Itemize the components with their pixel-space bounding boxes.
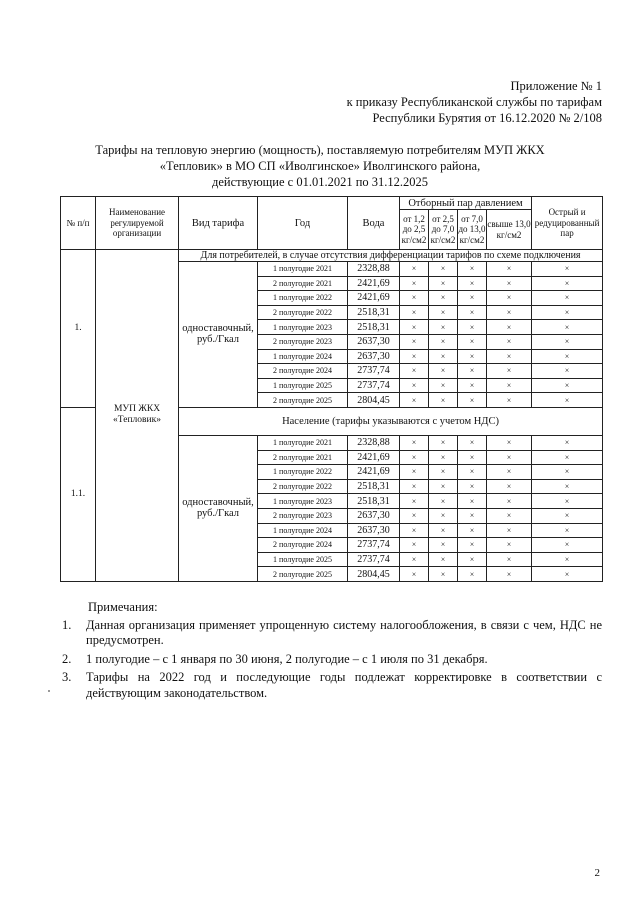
- x-mark: ×: [429, 552, 458, 567]
- x-mark: ×: [532, 494, 603, 509]
- x-mark: ×: [458, 349, 487, 364]
- header-year: Год: [258, 197, 348, 250]
- note-text: 1 полугодие – с 1 января по 30 июня, 2 полугодие – с 1 июля по 31 декабря.: [86, 651, 488, 666]
- water-value: 2421,69: [348, 276, 400, 291]
- x-mark: ×: [429, 393, 458, 408]
- section-number: 1.: [61, 250, 96, 408]
- x-mark: ×: [400, 349, 429, 364]
- water-value: 2518,31: [348, 320, 400, 335]
- water-value: 2637,30: [348, 523, 400, 538]
- x-mark: ×: [429, 320, 458, 335]
- water-value: 2421,69: [348, 465, 400, 480]
- x-mark: ×: [532, 305, 603, 320]
- period-cell: 2 полугодие 2023: [258, 508, 348, 523]
- x-mark: ×: [487, 479, 532, 494]
- x-mark: ×: [429, 450, 458, 465]
- x-mark: ×: [532, 320, 603, 335]
- period-cell: 2 полугодие 2024: [258, 538, 348, 553]
- x-mark: ×: [487, 291, 532, 306]
- section-number: 1.1.: [61, 407, 96, 581]
- x-mark: ×: [532, 393, 603, 408]
- x-mark: ×: [429, 262, 458, 277]
- x-mark: ×: [400, 262, 429, 277]
- appendix-block: [302, 78, 602, 126]
- x-mark: ×: [487, 538, 532, 553]
- x-mark: ×: [458, 262, 487, 277]
- x-mark: ×: [429, 508, 458, 523]
- x-mark: ×: [458, 364, 487, 379]
- x-mark: ×: [429, 567, 458, 582]
- x-mark: ×: [429, 349, 458, 364]
- x-mark: ×: [487, 393, 532, 408]
- x-mark: ×: [532, 465, 603, 480]
- note-item: [60, 618, 602, 649]
- x-mark: ×: [532, 276, 603, 291]
- note-item: [60, 652, 602, 668]
- period-cell: 1 полугодие 2025: [258, 552, 348, 567]
- x-mark: ×: [532, 378, 603, 393]
- header-sharp-steam: Острый и редуцированный пар: [532, 197, 603, 250]
- note-text: Тарифы на 2022 год и последующие годы подлежат корректировке в соответствии с действующим законодательством.: [86, 670, 602, 700]
- note-number: 2.: [62, 651, 72, 666]
- note-number: 1.: [62, 617, 72, 632]
- x-mark: ×: [458, 465, 487, 480]
- water-value: 2518,31: [348, 305, 400, 320]
- water-value: 2637,30: [348, 349, 400, 364]
- x-mark: ×: [487, 435, 532, 450]
- x-mark: ×: [458, 320, 487, 335]
- period-cell: 2 полугодие 2025: [258, 567, 348, 582]
- x-mark: ×: [487, 508, 532, 523]
- period-cell: 2 полугодие 2021: [258, 276, 348, 291]
- notes-block: [60, 600, 602, 704]
- section-title-row: [61, 250, 603, 262]
- period-cell: 2 полугодие 2025: [258, 393, 348, 408]
- x-mark: ×: [400, 393, 429, 408]
- period-cell: 1 полугодие 2024: [258, 523, 348, 538]
- x-mark: ×: [458, 393, 487, 408]
- x-mark: ×: [487, 494, 532, 509]
- x-mark: ×: [487, 523, 532, 538]
- x-mark: ×: [400, 552, 429, 567]
- water-value: 2421,69: [348, 450, 400, 465]
- note-text: Данная организация применяет упрощенную систему налогообложения, в связи с чем, НДС не предусмотрен.: [86, 617, 602, 647]
- x-mark: ×: [458, 538, 487, 553]
- header-pressure-3: от 7,0 до 13,0 кг/см2: [458, 210, 487, 250]
- header-num: № п/п: [61, 197, 96, 250]
- water-value: 2421,69: [348, 291, 400, 306]
- x-mark: ×: [400, 334, 429, 349]
- x-mark: ×: [429, 291, 458, 306]
- tariff-table: [60, 196, 603, 582]
- water-value: 2737,74: [348, 552, 400, 567]
- page-number: 2: [594, 867, 600, 879]
- water-value: 2637,30: [348, 508, 400, 523]
- x-mark: ×: [458, 508, 487, 523]
- title-line-1: Тарифы на тепловую энергию (мощность), поставляемую потребителям МУП ЖКХ: [95, 143, 545, 157]
- x-mark: ×: [458, 334, 487, 349]
- water-value: 2328,88: [348, 262, 400, 277]
- period-cell: 1 полугодие 2024: [258, 349, 348, 364]
- period-cell: 2 полугодие 2022: [258, 479, 348, 494]
- x-mark: ×: [400, 378, 429, 393]
- x-mark: ×: [458, 305, 487, 320]
- x-mark: ×: [532, 508, 603, 523]
- notes-header: Примечания:: [88, 600, 158, 614]
- x-mark: ×: [458, 479, 487, 494]
- tariff-type: одноставочный, руб./Гкал: [179, 435, 258, 581]
- x-mark: ×: [532, 435, 603, 450]
- x-mark: ×: [400, 508, 429, 523]
- water-value: 2637,30: [348, 334, 400, 349]
- period-cell: 1 полугодие 2023: [258, 320, 348, 335]
- x-mark: ×: [487, 450, 532, 465]
- x-mark: ×: [400, 465, 429, 480]
- period-cell: 1 полугодие 2022: [258, 465, 348, 480]
- tariff-type: одноставочный, руб./Гкал: [179, 262, 258, 408]
- x-mark: ×: [487, 320, 532, 335]
- period-cell: 2 полугодие 2024: [258, 364, 348, 379]
- water-value: 2518,31: [348, 494, 400, 509]
- x-mark: ×: [429, 494, 458, 509]
- header-water: Вода: [348, 197, 400, 250]
- x-mark: ×: [400, 538, 429, 553]
- title-line-2: «Тепловик» в МО СП «Иволгинское» Иволгинского района,: [159, 159, 481, 173]
- x-mark: ×: [487, 465, 532, 480]
- document-title: [60, 142, 580, 190]
- period-cell: 1 полугодие 2025: [258, 378, 348, 393]
- x-mark: ×: [458, 378, 487, 393]
- period-cell: 1 полугодие 2021: [258, 435, 348, 450]
- x-mark: ×: [487, 349, 532, 364]
- section-title: Население (тарифы указываются с учетом НДС): [179, 407, 603, 435]
- x-mark: ×: [429, 305, 458, 320]
- x-mark: ×: [429, 378, 458, 393]
- x-mark: ×: [429, 435, 458, 450]
- x-mark: ×: [400, 435, 429, 450]
- x-mark: ×: [487, 276, 532, 291]
- water-value: 2328,88: [348, 435, 400, 450]
- x-mark: ×: [458, 435, 487, 450]
- x-mark: ×: [532, 523, 603, 538]
- note-number: 3.: [62, 670, 72, 684]
- appendix-line-1: Приложение № 1: [510, 79, 602, 93]
- x-mark: ×: [532, 479, 603, 494]
- x-mark: ×: [458, 494, 487, 509]
- organization-name: МУП ЖКХ «Тепловик»: [96, 250, 179, 582]
- x-mark: ×: [400, 567, 429, 582]
- x-mark: ×: [400, 479, 429, 494]
- x-mark: ×: [429, 523, 458, 538]
- x-mark: ×: [400, 450, 429, 465]
- note-item: [60, 670, 602, 701]
- x-mark: ×: [487, 262, 532, 277]
- water-value: 2737,74: [348, 538, 400, 553]
- header-org: Наименование регулируемой организации: [96, 197, 179, 250]
- x-mark: ×: [532, 567, 603, 582]
- x-mark: ×: [429, 465, 458, 480]
- x-mark: ×: [400, 276, 429, 291]
- title-line-3: действующие с 01.01.2021 по 31.12.2025: [211, 175, 429, 189]
- header-pressure-4: свыше 13,0 кг/см2: [487, 210, 532, 250]
- water-value: 2737,74: [348, 378, 400, 393]
- section-title: Для потребителей, в случае отсутствия дифференциации тарифов по схеме подключения: [179, 250, 603, 262]
- scan-speck: [48, 690, 50, 692]
- period-cell: 1 полугодие 2021: [258, 262, 348, 277]
- x-mark: ×: [429, 276, 458, 291]
- x-mark: ×: [400, 320, 429, 335]
- period-cell: 1 полугодие 2023: [258, 494, 348, 509]
- period-cell: 2 полугодие 2023: [258, 334, 348, 349]
- header-steam-group: Отборный пар давлением: [400, 197, 532, 210]
- x-mark: ×: [458, 450, 487, 465]
- x-mark: ×: [532, 291, 603, 306]
- appendix-line-3: Республики Бурятия от 16.12.2020 № 2/108: [372, 111, 602, 125]
- x-mark: ×: [532, 450, 603, 465]
- x-mark: ×: [458, 552, 487, 567]
- x-mark: ×: [458, 567, 487, 582]
- x-mark: ×: [532, 349, 603, 364]
- x-mark: ×: [458, 523, 487, 538]
- water-value: 2804,45: [348, 567, 400, 582]
- header-pressure-1: от 1,2 до 2,5 кг/см2: [400, 210, 429, 250]
- water-value: 2804,45: [348, 393, 400, 408]
- x-mark: ×: [400, 523, 429, 538]
- x-mark: ×: [487, 334, 532, 349]
- x-mark: ×: [487, 552, 532, 567]
- x-mark: ×: [400, 494, 429, 509]
- x-mark: ×: [487, 567, 532, 582]
- period-cell: 2 полугодие 2021: [258, 450, 348, 465]
- x-mark: ×: [532, 552, 603, 567]
- appendix-line-2: к приказу Республиканской службы по тарифам: [346, 95, 602, 109]
- x-mark: ×: [487, 364, 532, 379]
- x-mark: ×: [487, 305, 532, 320]
- x-mark: ×: [429, 334, 458, 349]
- x-mark: ×: [400, 291, 429, 306]
- x-mark: ×: [429, 538, 458, 553]
- x-mark: ×: [400, 305, 429, 320]
- period-cell: 2 полугодие 2022: [258, 305, 348, 320]
- header-tariff-type: Вид тарифа: [179, 197, 258, 250]
- x-mark: ×: [487, 378, 532, 393]
- x-mark: ×: [532, 334, 603, 349]
- x-mark: ×: [429, 479, 458, 494]
- period-cell: 1 полугодие 2022: [258, 291, 348, 306]
- x-mark: ×: [429, 364, 458, 379]
- water-value: 2518,31: [348, 479, 400, 494]
- x-mark: ×: [532, 262, 603, 277]
- header-pressure-2: от 2,5 до 7,0 кг/см2: [429, 210, 458, 250]
- x-mark: ×: [532, 538, 603, 553]
- x-mark: ×: [400, 364, 429, 379]
- x-mark: ×: [532, 364, 603, 379]
- water-value: 2737,74: [348, 364, 400, 379]
- x-mark: ×: [458, 291, 487, 306]
- x-mark: ×: [458, 276, 487, 291]
